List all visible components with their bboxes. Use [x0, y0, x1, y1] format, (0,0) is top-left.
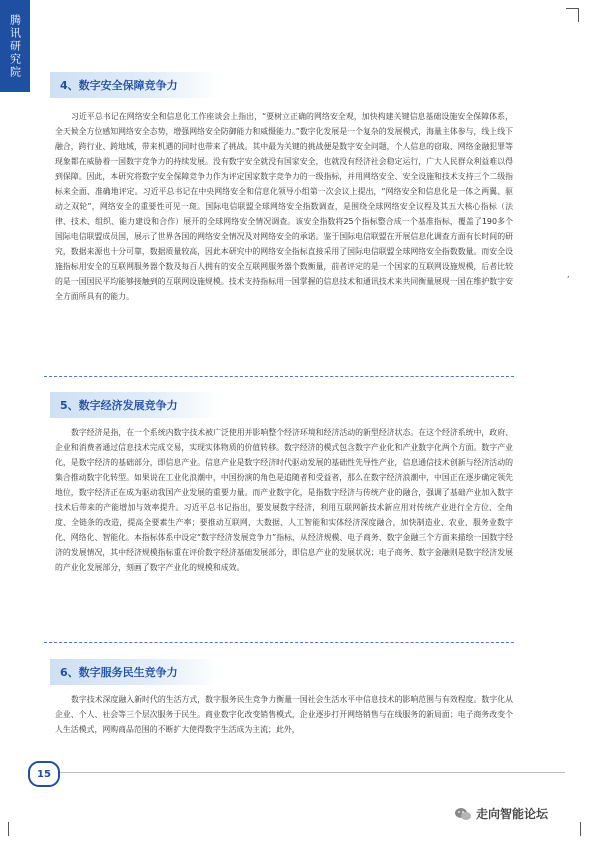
section-number: 5、 [60, 399, 79, 412]
brand-watermark [455, 804, 548, 822]
section-heading-4 [50, 72, 178, 98]
side-tab-label: 腾讯研究院 [8, 13, 22, 79]
stray-mark: , [567, 270, 570, 279]
footer-rule [55, 772, 565, 773]
wechat-icon [455, 806, 471, 820]
crop-mark [8, 822, 9, 836]
section-divider [44, 376, 514, 377]
section-heading-6 [50, 659, 178, 685]
section-divider [44, 642, 514, 643]
section-number: 4、 [60, 79, 79, 92]
section-4-paragraph: 习近平总书记在网络安全和信息化工作座谈会上指出，“要树立正确的网络安全观，加快构建关键信息基础设施安全保障体系，全天候全方位感知网络安全态势，增强网络安全防御能力和威慑能力。”数字化发展是一个复杂的发展模式，海量主体参与，线上线下融合，跨行业、跨地域，带来机遇的同时也带来了挑战。其中最为关键的挑战便是数字安全问题，个人信息的窃取、网络金融犯罪等现象都在威胁着一国数字竞争力的持续发展。没有数字安全就没有国家安全，也就没有经济社会稳定运行，广大人民群众利益难以得到保障。因此，本研究将数字安全保障竞争力作为评定国家数字竞争力的一级指标，并用网络安全、安全设施和技术支持三个二级指标来全面、准确地评定。习近平总书记在中央网络安全和信息化领导小组第一次会议上提出，“网络安全和信息化是一体之两翼、驱动之双轮”，网络安全的重要性可见一斑。国际电信联盟全球网络安全指数调查，是围绕全球网络安全议程及其五大核心指标（法律、技术、组织、能力建设和合作）展开的全球网络安全情况调查。该安全指数将25个指标整合成一个基准指标，覆盖了190多个国际电信联盟成员国，展示了世界各国的网络安全情况及对网络安全的承诺。鉴于国际电信联盟在开展信息化调查方面有长时间的研究，数据来源也十分可靠，数据质量较高，因此本研究中的网络安全指标直接采用了国际电信联盟全球网络安全指数数量。而安全设施指标用安全的互联网服务器个数及每百人拥有的安全互联网服务器个数衡量，前者评定的是一个国家的互联网设施规模，后者比较的是一国国民平均能够接触到的互联网设施规模。技术支持指标用一国掌握的信息技术和通讯技术来共同衡量展现一国在维护数字安全方面所具有的能力。 [55, 112, 513, 301]
section-title: 数字服务民生竞争力 [78, 666, 178, 679]
side-tab [0, 0, 30, 92]
section-number: 6、 [60, 666, 79, 679]
crop-mark [566, 8, 578, 9]
section-6-paragraph: 数字技术深度融入新时代的生活方式，数字服务民生竞争力衡量一国社会生活水平中信息技术的影响范围与有效程度。数字化从企业、个人、社会等三个层次服务于民生。商业数字化改变销售模式，企业逐步打开网络销售与在线服务的新局面；电子商务改变个人生活模式，网购商品范围的不断扩大使得数字生活成为主流；此外， [55, 695, 513, 734]
crop-mark [580, 822, 581, 836]
brand-name: 走向智能论坛 [476, 806, 549, 821]
section-title: 数字经济发展竞争力 [78, 399, 178, 412]
section-title: 数字安全保障竞争力 [78, 79, 178, 92]
crop-mark [578, 8, 579, 22]
page-number: 15 [28, 761, 60, 787]
section-heading-5 [50, 392, 178, 418]
section-5-paragraph: 数字经济是指，在一个系统内数字技术被广泛使用并影响整个经济环境和经济活动的新型经济状态。在这个经济系统中，政府、企业和消费者通过信息技术完成交易，实现实体物质的价值转移。数字经济的模式包含数字产业化和产业数字化两个方面。数字产业化，是数字经济的基础部分，即信息产业。信息产业是数字经济时代驱动发展的基础性先导性产业，信息通信技术创新与经济活动的集合推动数字化转型。如果说在工业化浪潮中，中国扮演的角色是追随者和受益者，那么在数字经济浪潮中，中国正在逐步确定领先地位，数字经济正在成为驱动我国产业发展的重要力量。而产业数字化，是指数字经济与传统产业的融合，强调了基础产业加入数字技术后带来的产能增加与效率提升。习近平总书记指出，要发展数字经济，利用互联网新技术新应用对传统产业进行全方位、全角度、全链条的改造，提高全要素生产率；要推动互联网、大数据、人工智能和实体经济深度融合，加快制造业、农业、服务业数字化、网络化、智能化。本指标体系中设定“数字经济发展竞争力”指标，从经济规模、电子商务、数字金融三个方面来描绘一国数字经济的发展情况，其中经济规模指标重在评价数字经济基础发展部分，即信息产业的发展状况；电子商务、数字金融则是数字经济发展的产业化发展部分，刻画了数字产业化的规模和成效。 [55, 428, 513, 572]
